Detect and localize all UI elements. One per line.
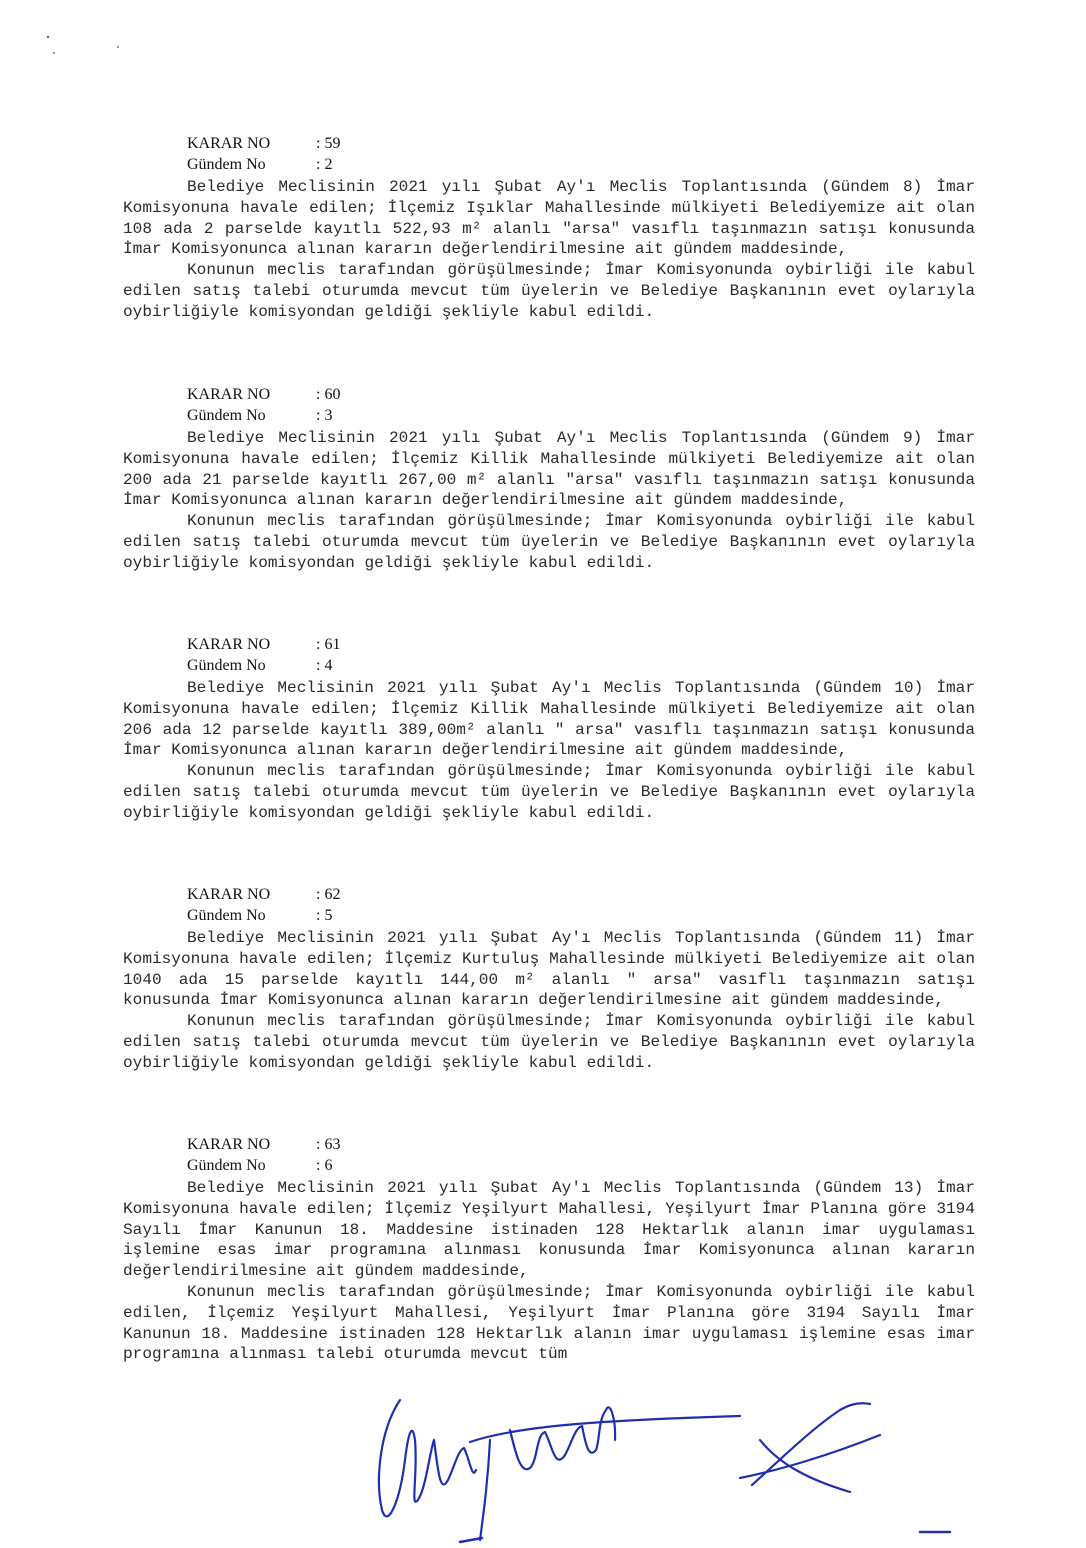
karar-no-value: : 60 [316, 386, 341, 403]
karar-no-value: : 63 [316, 1136, 341, 1153]
gundem-no-value: : 2 [316, 156, 333, 173]
signatures [360, 1380, 980, 1548]
karar-no-row [187, 135, 975, 156]
karar-no-value: : 62 [316, 886, 341, 903]
karar-no-label: KARAR NO [187, 886, 271, 903]
karar-no-row [187, 386, 975, 407]
scan-specks [30, 28, 130, 68]
gundem-no-row [187, 1157, 975, 1178]
gundem-no-label: Gündem No [187, 156, 266, 173]
signature-3 [740, 1403, 880, 1492]
decision-block [123, 1136, 975, 1365]
gundem-no-value: : 4 [316, 657, 333, 674]
karar-no-label: KARAR NO [187, 135, 271, 152]
agenda-paragraph: Belediye Meclisinin 2021 yılı Şubat Ay'ı Meclis Toplantısında (Gündem 13) İmar Komisyonuna havale edilen; İlçemiz Yeşilyurt Mahallesi, Yeşilyurt İmar Planına göre 3194 Sayılı İmar Kanunun 18. Maddesine istinaden 128 Hektarlık alanın imar uygulaması işlemine esas imar programına alınması konusunda İmar Komisyonunca alınan kararın değerlendirilmesine ait gündem maddesinde, [123, 1179, 975, 1281]
decision-paragraph: Konunun meclis tarafından görüşülmesinde; İmar Komisyonunda oybirliği ile kabul edilen satış talebi oturumda mevcut tüm üyelerin ve Belediye Başkanının evet oylarıyla oybirliğiyle komisyondan geldiği şekliyle kabul edildi. [123, 1012, 975, 1072]
decision-paragraph: Konunun meclis tarafından görüşülmesinde; İmar Komisyonunda oybirliği ile kabul edilen, İlçemiz Yeşilyurt Mahallesi, Yeşilyurt İmar Planına göre 3194 Sayılı İmar Kanunun 18. Maddesine istinaden 128 Hektarlık alanın imar uygulaması işlemine esas imar programına alınması talebi oturumda mevcut tüm [123, 1282, 975, 1364]
gundem-no-value: : 5 [316, 907, 333, 924]
karar-no-label: KARAR NO [187, 636, 271, 653]
decision-block [123, 135, 975, 323]
gundem-no-value: : 3 [316, 407, 333, 424]
decision-block [123, 886, 975, 1074]
agenda-paragraph: Belediye Meclisinin 2021 yılı Şubat Ay'ı Meclis Toplantısında (Gündem 10) İmar Komisyonuna havale edilen; İlçemiz Killik Mahallesinde mülkiyeti Belediyemize ait olan 206 ada 12 parselde kayıtlı 389,00m² alanlı " arsa" vasıflı taşınmazın satışı konusunda İmar Komisyonunca alınan kararın değerlendirilmesine ait gündem maddesinde, [123, 679, 975, 760]
decision-paragraph: Konunun meclis tarafından görüşülmesinde; İmar Komisyonunda oybirliği ile kabul edilen satış talebi oturumda mevcut tüm üyelerin ve Belediye Başkanının evet oylarıyla oybirliğiyle komisyondan geldiği şekliyle kabul edildi. [123, 261, 975, 321]
decision-paragraph: Konunun meclis tarafından görüşülmesinde; İmar Komisyonunda oybirliği ile kabul edilen satış talebi oturumda mevcut tüm üyelerin ve Belediye Başkanının evet oylarıyla oybirliğiyle komisyondan geldiği şekliyle kabul edildi. [123, 512, 975, 572]
gundem-no-row [187, 156, 975, 177]
karar-no-label: KARAR NO [187, 386, 271, 403]
signature-1 [379, 1400, 476, 1516]
gundem-no-label: Gündem No [187, 1157, 266, 1174]
ink-strokes [379, 1400, 950, 1542]
agenda-paragraph: Belediye Meclisinin 2021 yılı Şubat Ay'ı Meclis Toplantısında (Gündem 11) İmar Komisyonuna havale edilen; İlçemiz Kurtuluş Mahallesinde mülkiyeti Belediyemize ait olan 1040 ada 15 parselde kayıtlı 144,00 m² alanlı " arsa" vasıflı taşınmazın satışı konusunda İmar Komisyonunca alınan kararın değerlendirilmesine ait gündem maddesinde, [123, 929, 975, 1010]
karar-no-row [187, 1136, 975, 1157]
gundem-no-row [187, 907, 975, 928]
ink-dash [460, 1538, 482, 1542]
gundem-no-label: Gündem No [187, 407, 266, 424]
karar-no-value: : 61 [316, 636, 341, 653]
karar-no-row [187, 636, 975, 657]
gundem-no-row [187, 657, 975, 678]
agenda-paragraph: Belediye Meclisinin 2021 yılı Şubat Ay'ı Meclis Toplantısında (Gündem 9) İmar Komisyonuna havale edilen; İlçemiz Killik Mahallesinde mülkiyeti Belediyemize ait olan 200 ada 21 parselde kayıtlı 267,00 m² alanlı "arsa" vasıflı taşınmazın satışı konusunda İmar Komisyonunca alınan kararın değerlendirilmesine ait gündem maddesinde, [123, 429, 975, 510]
decision-paragraph: Konunun meclis tarafından görüşülmesinde; İmar Komisyonunda oybirliği ile kabul edilen satış talebi oturumda mevcut tüm üyelerin ve Belediye Başkanının evet oylarıyla oybirliğiyle komisyondan geldiği şekliyle kabul edildi. [123, 762, 975, 822]
decision-block [123, 636, 975, 824]
gundem-no-row [187, 407, 975, 428]
decision-block [123, 386, 975, 574]
gundem-no-value: : 6 [316, 1157, 333, 1174]
agenda-paragraph: Belediye Meclisinin 2021 yılı Şubat Ay'ı Meclis Toplantısında (Gündem 8) İmar Komisyonuna havale edilen; İlçemiz Işıklar Mahallesinde mülkiyeti Belediyemize ait olan 108 ada 2 parselde kayıtlı 522,93 m² alanlı "arsa" vasıflı taşınmazın satışı konusunda İmar Komisyonunca alınan kararın değerlendirilmesine ait gündem maddesinde, [123, 178, 975, 259]
gundem-no-label: Gündem No [187, 657, 266, 674]
karar-no-value: : 59 [316, 135, 341, 152]
signature-2 [470, 1407, 740, 1540]
gundem-no-label: Gündem No [187, 907, 266, 924]
karar-no-label: KARAR NO [187, 1136, 271, 1153]
karar-no-row [187, 886, 975, 907]
